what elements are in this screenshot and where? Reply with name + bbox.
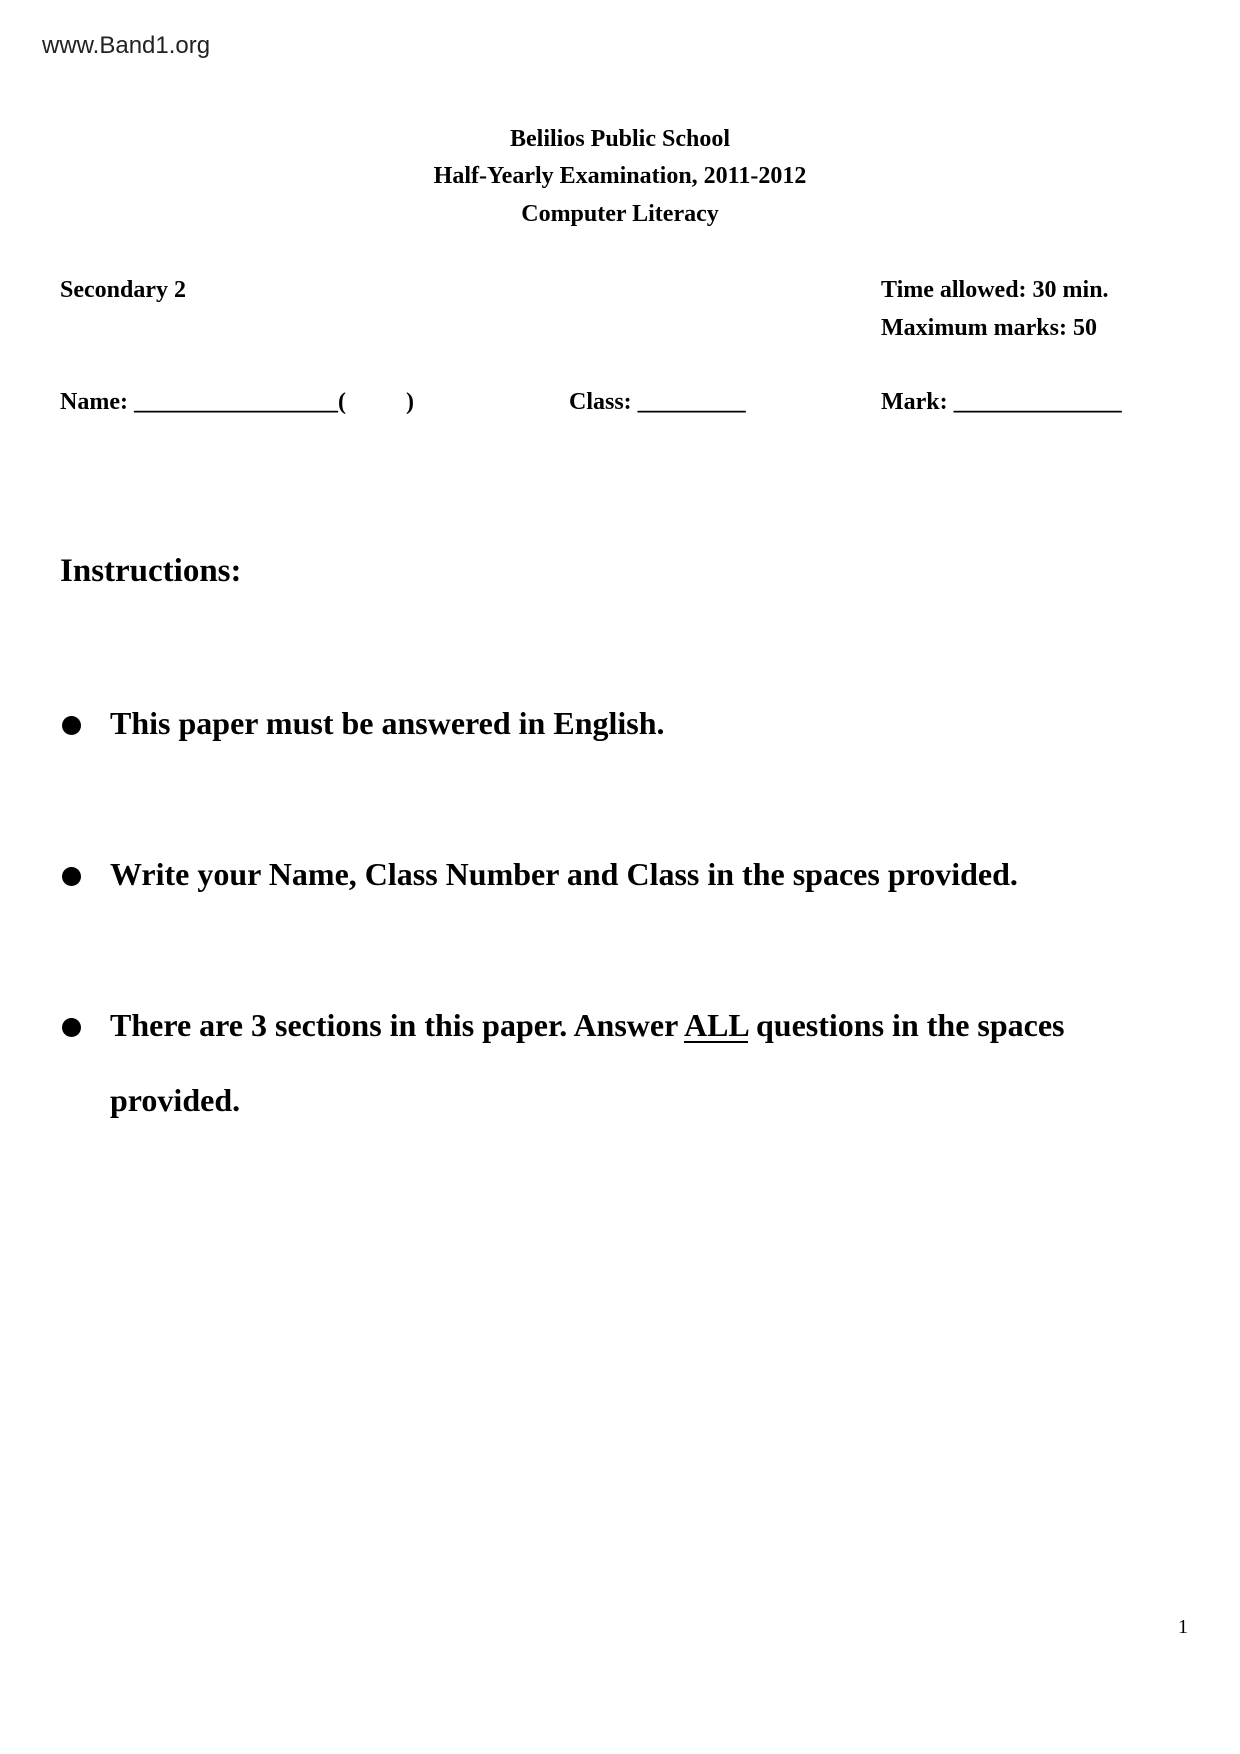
- instruction-item: [110, 1007, 1065, 1044]
- maximum-marks: Maximum marks: 50: [881, 315, 1097, 341]
- instruction-item: Write your Name, Class Number and Class in the spaces provided.: [110, 856, 1018, 892]
- class-field[interactable]: Class: _________: [569, 389, 746, 415]
- emphasis-all: ALL: [683, 1007, 748, 1043]
- bullet-icon: [62, 716, 81, 735]
- time-allowed: Time allowed: 30 min.: [881, 277, 1109, 303]
- instruction-item: This paper must be answered in English.: [110, 705, 665, 741]
- level-label: Secondary 2: [60, 277, 186, 303]
- instruction-text: There are 3 sections in this paper. Answer: [110, 1007, 684, 1043]
- page-number: 1: [1178, 1616, 1188, 1638]
- website-watermark: www.Band1.org: [42, 32, 211, 59]
- mark-field[interactable]: Mark: ______________: [881, 389, 1122, 415]
- name-field[interactable]: Name: _________________( ): [60, 389, 414, 415]
- exam-title: Half-Yearly Examination, 2011-2012: [433, 163, 807, 189]
- school-name: Belilios Public School: [509, 126, 731, 152]
- bullet-icon: [62, 867, 81, 886]
- bullet-icon: [62, 1018, 81, 1037]
- instruction-continuation: provided.: [110, 1082, 241, 1118]
- instruction-text: questions in the spaces: [748, 1007, 1065, 1043]
- instructions-heading: Instructions:: [60, 553, 242, 589]
- subject-title: Computer Literacy: [521, 201, 719, 227]
